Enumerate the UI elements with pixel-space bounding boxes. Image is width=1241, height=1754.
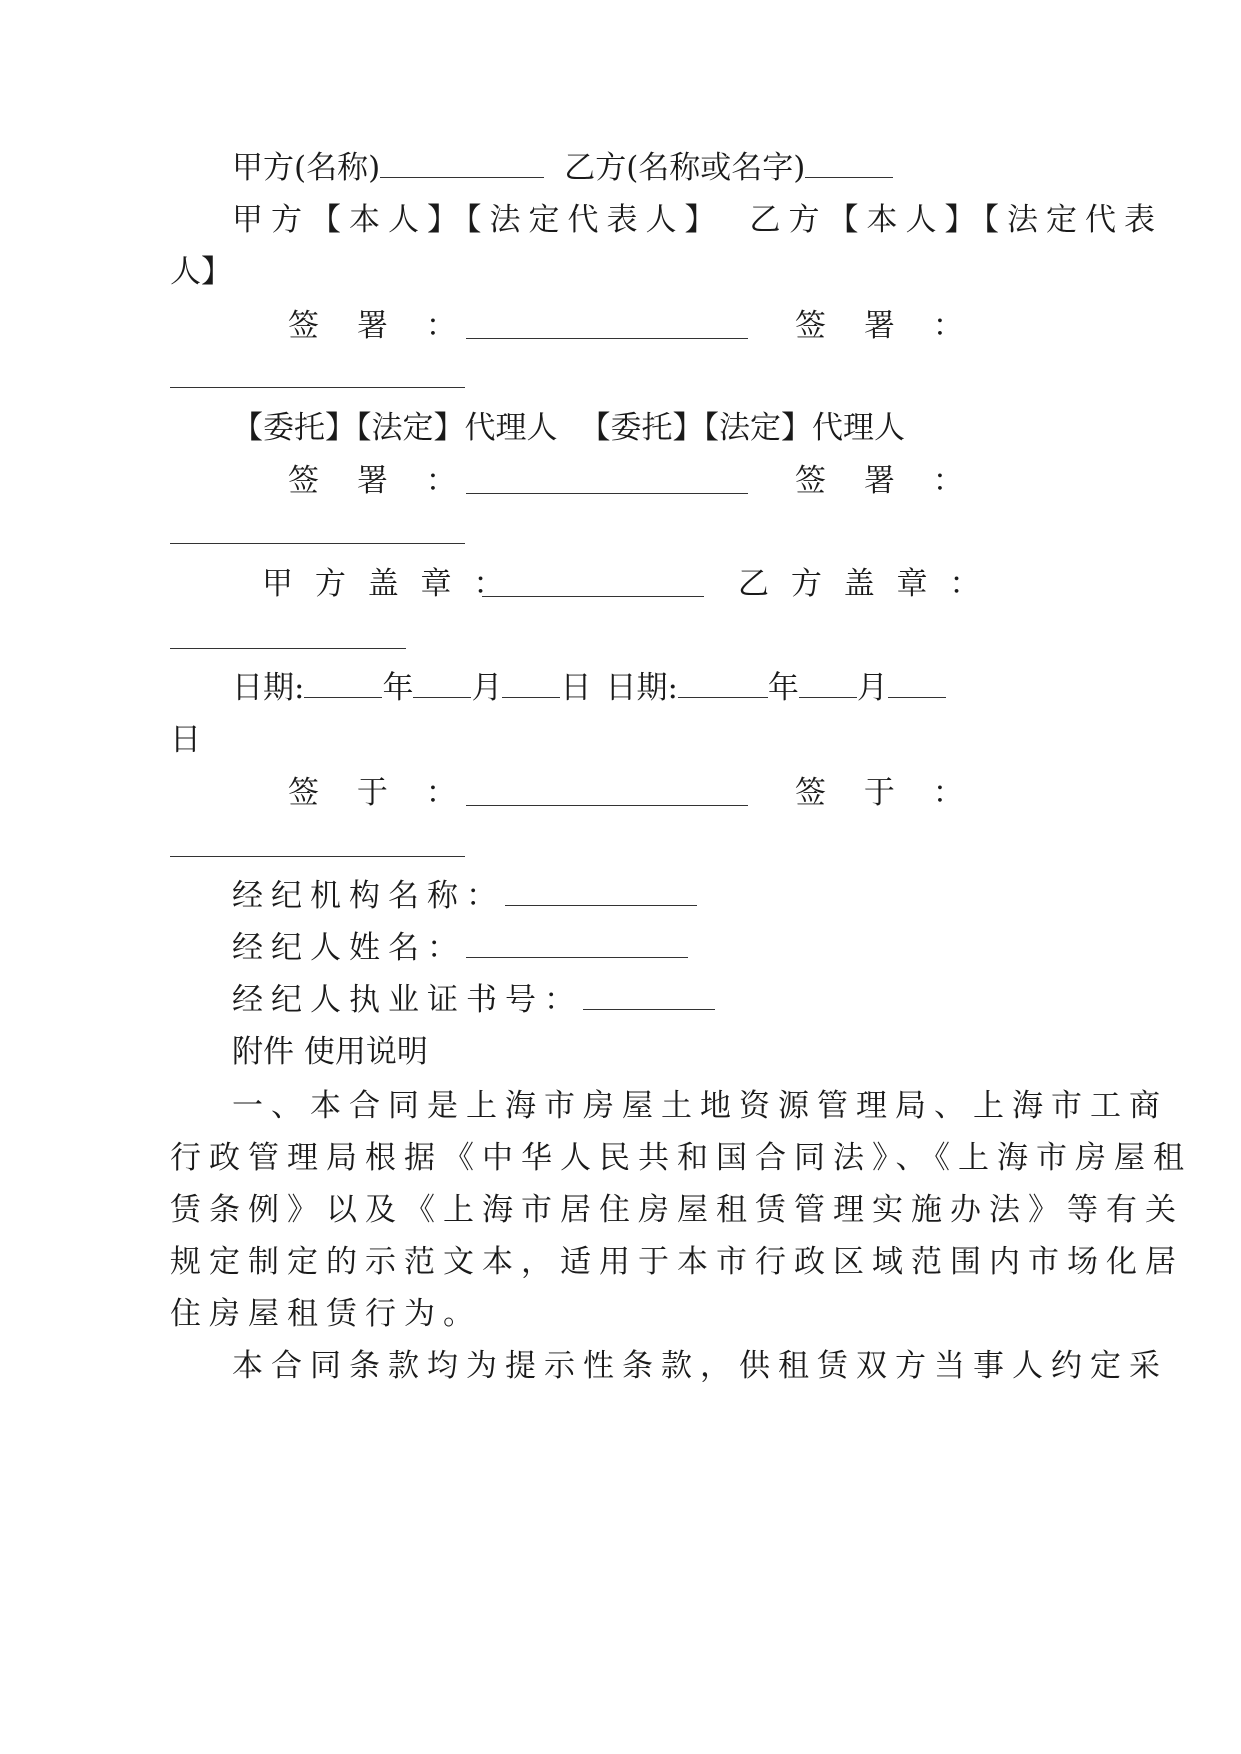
signed-at-blank-b[interactable] bbox=[170, 856, 465, 857]
party-b-seal-blank[interactable] bbox=[170, 648, 406, 649]
party-a-seal-blank[interactable] bbox=[482, 596, 704, 597]
agency-name-line bbox=[232, 876, 697, 916]
signature-label-a: 签 署 ： bbox=[288, 308, 457, 344]
signed-at-blank-a[interactable] bbox=[466, 805, 748, 806]
party-a-date-label: 日期: bbox=[232, 670, 305, 706]
license-number-label: 经纪人执业证书号： bbox=[232, 982, 583, 1018]
signature-blank-a[interactable] bbox=[466, 338, 748, 339]
party-a-representative-label: 甲方【本人】【法定代表人】 bbox=[232, 202, 724, 238]
signature-label-b: 签 署 ： bbox=[795, 308, 964, 344]
party-a-seal-label: 甲 方 盖 章 ： bbox=[262, 566, 505, 602]
date-line bbox=[232, 668, 946, 708]
party-b-day-blank[interactable] bbox=[888, 671, 946, 698]
agent-name-label: 经纪人姓名： bbox=[232, 930, 466, 966]
day-char-a: 日 bbox=[560, 670, 592, 706]
agent-signature-label-a: 签 署 ： bbox=[288, 463, 457, 499]
party-b-representative-label: 乙方【本人】【法定代表 bbox=[749, 202, 1163, 238]
party-a-day-blank[interactable] bbox=[502, 671, 560, 698]
agency-name-label: 经纪机构名称： bbox=[232, 878, 505, 914]
representative-line bbox=[232, 200, 1163, 240]
body-paragraph-1-line-4: 规定制定的示范文本，适用于本市行政区域范围内市场化居 bbox=[170, 1244, 1184, 1280]
license-number-line bbox=[232, 980, 715, 1020]
representative-line-continuation: 人】 bbox=[170, 254, 232, 290]
party-b-name-label: 乙方(名称或名字) bbox=[564, 150, 806, 186]
party-a-year-blank[interactable] bbox=[304, 671, 382, 698]
agent-name-line bbox=[232, 928, 688, 968]
agency-name-blank[interactable] bbox=[505, 879, 697, 906]
agent-name-blank[interactable] bbox=[466, 931, 688, 958]
party-a-agent-label: 【委托】【法定】代理人 bbox=[232, 410, 558, 446]
party-b-month-blank[interactable] bbox=[799, 671, 857, 698]
party-b-name-blank[interactable] bbox=[805, 151, 893, 178]
body-paragraph-1-line-2: 行政管理局根据《中华人民共和国合同法》、《上海市房屋租 bbox=[170, 1140, 1192, 1176]
party-b-seal-label: 乙 方 盖 章 ： bbox=[738, 566, 981, 602]
signature-blank-b[interactable] bbox=[170, 387, 465, 388]
party-b-year-blank[interactable] bbox=[678, 671, 768, 698]
date-line-continuation: 日 bbox=[170, 722, 201, 758]
agent-signature-blank-b[interactable] bbox=[170, 543, 465, 544]
party-b-agent-label: 【委托】【法定】代理人 bbox=[579, 410, 905, 446]
license-number-blank[interactable] bbox=[583, 983, 715, 1010]
party-a-name-label: 甲方(名称) bbox=[232, 150, 381, 186]
body-paragraph-1-line-5: 住房屋租赁行为。 bbox=[170, 1296, 482, 1332]
signed-at-label-a: 签 于 ： bbox=[288, 775, 457, 811]
party-a-name-blank[interactable] bbox=[380, 151, 544, 178]
agent-signature-label-b: 签 署 ： bbox=[795, 463, 964, 499]
party-name-line bbox=[232, 148, 893, 188]
year-char-a: 年 bbox=[382, 670, 414, 706]
month-char-a: 月 bbox=[471, 670, 503, 706]
party-b-date-label: 日期: bbox=[605, 670, 678, 706]
body-paragraph-1-line-3: 赁条例》以及《上海市居住房屋租赁管理实施办法》等有关 bbox=[170, 1192, 1184, 1228]
body-paragraph-2-line-1: 本合同条款均为提示性条款，供租赁双方当事人约定采 bbox=[232, 1348, 1168, 1384]
year-char-b: 年 bbox=[767, 670, 799, 706]
signed-at-label-b: 签 于 ： bbox=[795, 775, 964, 811]
month-char-b: 月 bbox=[856, 670, 888, 706]
appendix-title: 附件 使用说明 bbox=[232, 1034, 428, 1070]
party-a-month-blank[interactable] bbox=[413, 671, 471, 698]
agent-signature-blank-a[interactable] bbox=[466, 493, 748, 494]
body-paragraph-1-line-1: 一、本合同是上海市房屋土地资源管理局、上海市工商 bbox=[232, 1088, 1168, 1124]
agent-line bbox=[232, 408, 905, 448]
